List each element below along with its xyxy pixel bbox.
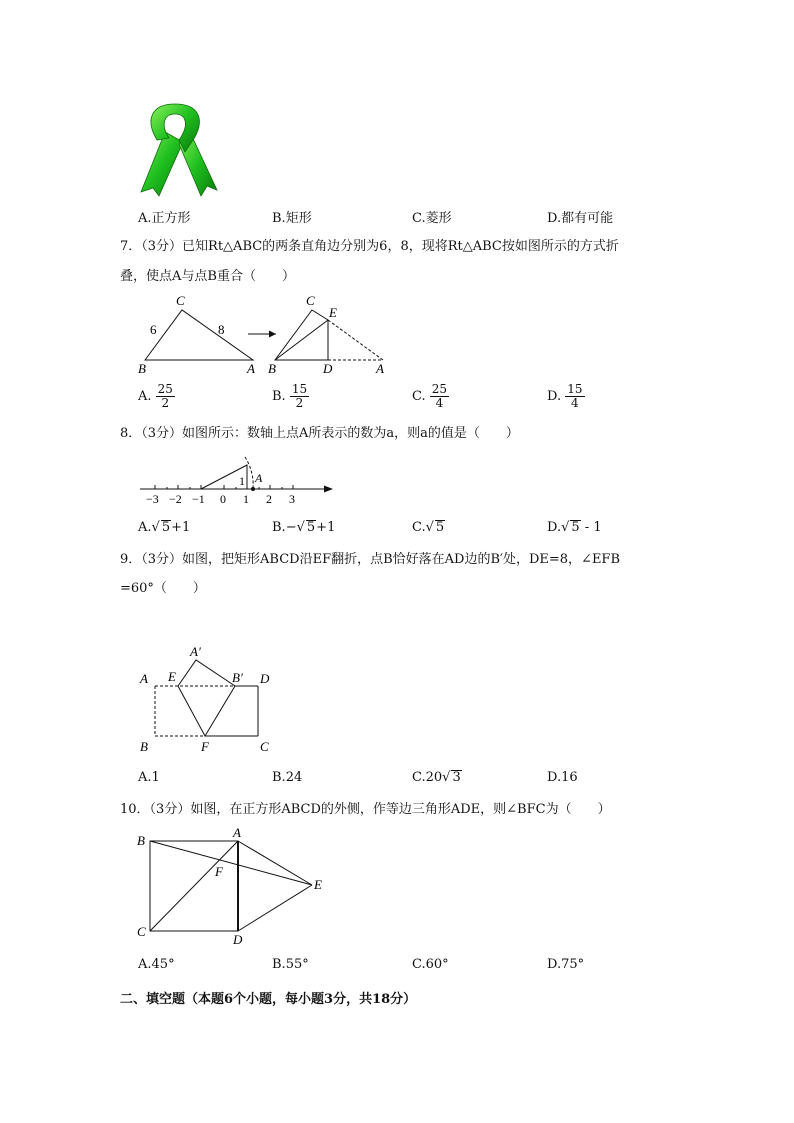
q8-option-a: A.√ 5+1 [138, 520, 191, 535]
q6-option-b: B.矩形 [272, 211, 312, 226]
q6-option-a: A.正方形 [138, 211, 191, 226]
q8-tick-neg1: −1 [192, 492, 205, 506]
q8-tick-3: 3 [289, 492, 295, 506]
q7-label-8: 8 [218, 322, 225, 337]
q7-option-c: C. $\frac{25}{4}$ [412, 382, 448, 410]
q6-option-c: C.菱形 [412, 211, 452, 226]
q7-option-a: A. $\frac{25}{2}$ [138, 382, 173, 410]
green-ribbon-image [135, 100, 219, 198]
q8-tick-0: 0 [220, 492, 226, 506]
q9-stem-line1: 9．（3分）如图，把矩形ABCD沿EF翻折，点B恰好落在AD边的B′处，DE=8，∠EFB [120, 552, 621, 567]
q10-label-d: D [233, 932, 243, 947]
q9-option-d: D.16 [547, 770, 578, 785]
q10-label-c: C [137, 924, 146, 939]
q10-label-e: E [314, 877, 322, 892]
q9-label-a-prime: A′ [190, 644, 201, 659]
q8-label-a: A [255, 471, 263, 485]
q8-tick-neg3: −3 [146, 492, 159, 506]
q10-option-a: A.45° [138, 957, 175, 972]
q7-label-b2: B [268, 361, 276, 376]
q10-option-c: C.60° [412, 957, 449, 972]
q8-option-b: B.−√ 5+1 [272, 520, 336, 535]
q7-label-b: B [138, 361, 146, 376]
q7-stem-line1: 7．（3分）已知Rt△ABC的两条直角边分别为6，8，现将Rt△ABC按如图所示的方式折 [120, 239, 619, 254]
q10-stem: 10．（3分）如图，在正方形ABCD的外侧，作等边三角形ADE，则∠BFC为（ ） [120, 802, 611, 817]
q9-label-c: C [260, 739, 269, 754]
section-2-heading: 二、填空题（本题6个小题，每小题3分，共18分） [120, 992, 417, 1007]
q8-option-d: D.√ 5 - 1 [547, 520, 602, 535]
q9-option-c: C.20√ 3 [412, 770, 461, 785]
q9-label-d: D [260, 671, 270, 686]
q9-label-a: A [140, 671, 148, 686]
q8-option-c: C.√ 5 [412, 520, 445, 535]
q7-label-a2: A [376, 361, 384, 376]
q10-option-b: B.55° [272, 957, 309, 972]
q10-label-b: B [137, 833, 145, 848]
q7-label-a: A [247, 361, 255, 376]
q9-option-b: B.24 [272, 770, 303, 785]
q10-label-a: A [233, 825, 241, 840]
q8-tick-neg2: −2 [169, 492, 182, 506]
q10-label-f: F [215, 864, 223, 879]
q7-label-6: 6 [150, 322, 157, 337]
q7-figure [130, 290, 400, 378]
q7-label-c2: C [306, 293, 315, 308]
q7-option-b: B. $\frac{15}{2}$ [272, 382, 308, 410]
q8-tick-1: 1 [243, 492, 249, 506]
q7-stem-line2: 叠，使点A与点B重合（ ） [120, 269, 295, 284]
q9-figure [135, 640, 285, 758]
q9-label-e: E [168, 669, 176, 684]
q8-stem: 8．（3分）如图所示：数轴上点A所表示的数为a，则a的值是（ ） [120, 426, 519, 441]
q8-label-1-height: 1 [239, 474, 245, 488]
q9-label-b-prime: B′ [232, 670, 243, 685]
q7-label-d: D [323, 361, 333, 376]
q8-tick-2: 2 [266, 492, 272, 506]
q8-number-line [135, 455, 340, 507]
q10-figure [130, 825, 330, 950]
q7-option-d: D. $\frac{15}{4}$ [547, 382, 583, 410]
q7-label-c: C [176, 293, 185, 308]
q9-label-b: B [140, 739, 148, 754]
q9-option-a: A.1 [138, 770, 160, 785]
q9-label-f: F [201, 739, 209, 754]
q7-label-e: E [329, 305, 337, 320]
q9-stem-line2: =60°（ ） [120, 581, 206, 596]
q10-option-d: D.75° [547, 957, 585, 972]
q6-option-d: D.都有可能 [547, 211, 614, 226]
